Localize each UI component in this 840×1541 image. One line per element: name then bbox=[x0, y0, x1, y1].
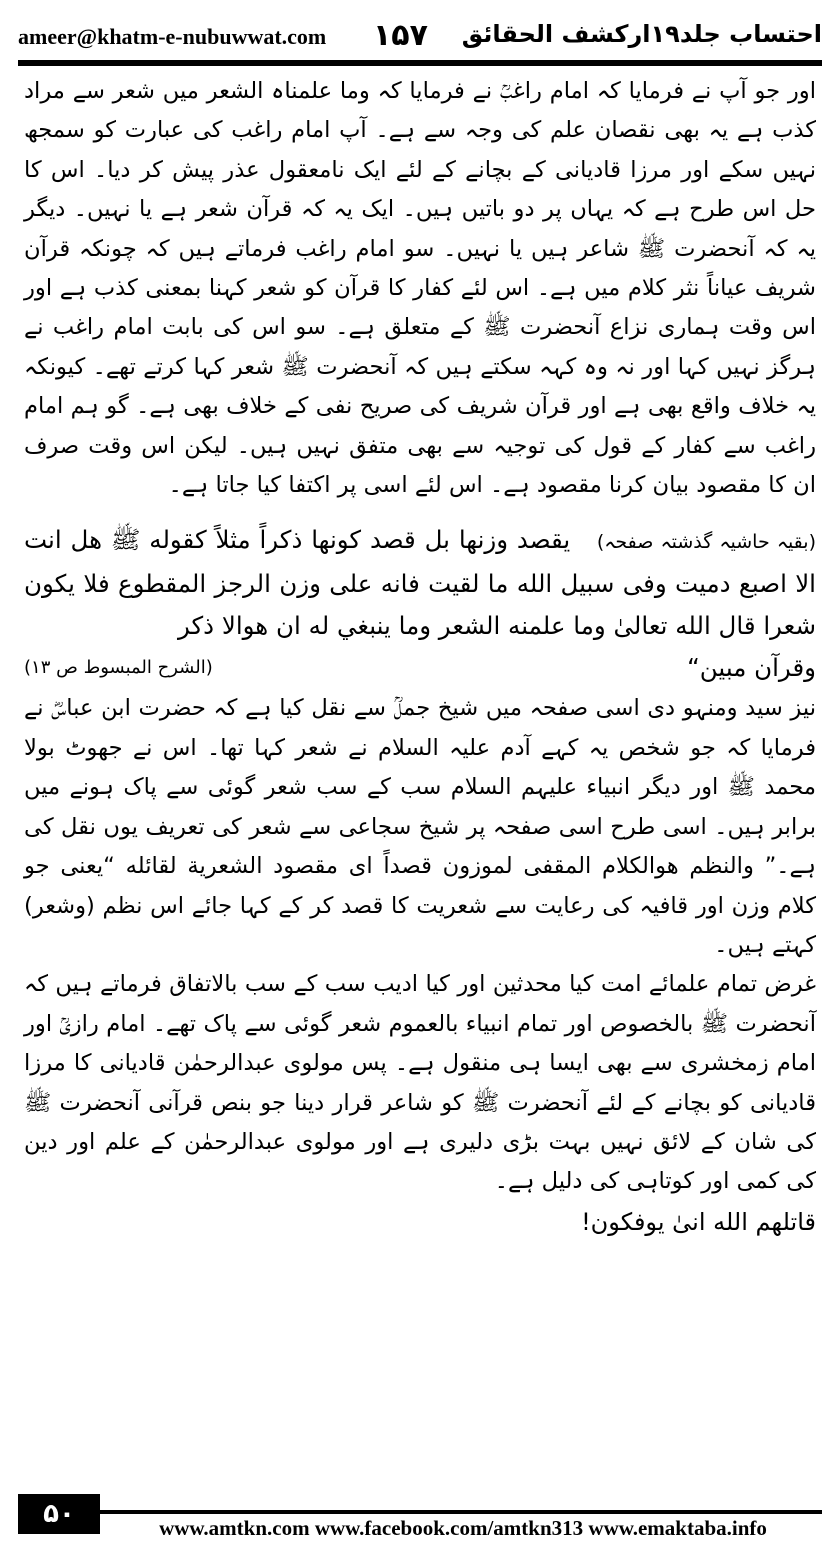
header-email[interactable]: ameer@khatm-e-nubuwwat.com bbox=[18, 24, 327, 49]
arabic-quote-end: وقرآن مبين“ bbox=[687, 653, 816, 683]
closing-line: قاتلهم الله انىٰ يوفكون! bbox=[581, 1207, 816, 1236]
paragraph-2: نیز سید ومنہو دی اسی صفحہ میں شیخ جملؒ سے نقل کیا ہے کہ حضرت ابن عباسؓ نے فرمایا کہ جو شخص یہ کہے آدم علیہ السلام نے شعر کہا تھا۔ اس نے جھوٹ بولا محمد ﷺ اور دیگر انبیاء علیہم السلام سب کے سب شعر گوئی سے پاک ہونے میں برابر ہیں۔ اسی طرح اسی صفحہ پر شیخ سجاعی سے شعر کی تعریف یوں نقل کی ہے۔” والنظم هوالكلام المقفى لموزون قصداً اى مقصود الشعرية لقائله “یعنی جو کلام وزن اور قافیہ کی رعایت سے شعریت کا قصد کر کے کہا جائے اس نظم (وشعر) کہتے ہیں۔ bbox=[24, 695, 816, 958]
paragraph-3: غرض تمام علمائے امت کیا محدثین اور کیا ادیب سب کے سب بالاتفاق فرماتے ہیں کہ آنحضرت ﷺ بالخصوص اور تمام انبیاء بالعموم شعر گوئی سے پاک تھے۔ امام رازیؒ اور امام زمخشری سے بھی ایسا ہی منقول ہے۔ پس مولوی عبدالرحمٰن قادیانی کا مرزا قادیانی کو بچانے کے لئے آنحضرت ﷺ کو شاعر قرار دینا جو بنص قرآنی آنحضرت ﷺ کی شان کے لائق نہیں بہت بڑی دلیری ہے اور مولوی عبدالرحمٰن کے علم اور دین کی کمی اور کوتاہی کی دلیل ہے۔ bbox=[24, 971, 816, 1195]
footer-rule bbox=[100, 1510, 822, 1514]
page-header bbox=[18, 16, 822, 60]
page-footer bbox=[0, 1488, 840, 1540]
continued-note-label: (بقیہ حاشیہ گذشتہ صفحہ) bbox=[596, 531, 816, 554]
header-book-title: احتساب جلد۱۹ارکشف الحقائق bbox=[461, 20, 822, 48]
quote-end-line bbox=[24, 647, 816, 689]
arabic-quote bbox=[24, 519, 816, 647]
footer-page-number: ۵۰ bbox=[18, 1494, 100, 1534]
footer-links[interactable]: www.amtkn.com www.facebook.com/amtkn313 www.emaktaba.info bbox=[159, 1516, 767, 1540]
paragraph-1: اور جو آپ نے فرمایا کہ امام راغبؒ نے فرمایا کہ وما علمناہ الشعر میں شعر سے مراد کذب ہے یہ بھی نقصان علم کی وجہ سے ہے۔ آپ امام راغب کی عبارت کو سمجھ نہیں سکے اور مرزا قادیانی کے بچانے کے لئے ایک نامعقول عذر پیش کر دیا۔ اس کا حل اس طرح ہے کہ یہاں پر دو باتیں ہیں۔ ایک یہ کہ قرآن شعر ہے یا نہیں۔ دیگر یہ کہ آنحضرت ﷺ شاعر ہیں یا نہیں۔ سو امام راغب فرماتے ہیں کہ چونکہ قرآن شریف عیاناً نثر کلام میں ہے۔ اس لئے کفار کا قرآن کو شعر کہنا بمعنی کذب ہے اور اس وقت ہماری نزاع آنحضرت ﷺ کے متعلق ہے۔ سو اس کی بابت امام راغب نے ہرگز نہیں کہا اور نہ وہ کہہ سکتے ہیں کہ آنحضرت ﷺ شعر کہا کرتے تھے۔ کیونکہ یہ خلاف واقع بھی ہے اور قرآن شریف کی صریح نفی کے خلاف بھی ہے۔ گو ہم امام راغب سے کفار کے قول کی توجیہ سے بھی متفق نہیں ہیں۔ لیکن اس وقت صرف ان کا مقصود بیان کرنا مقصود ہے۔ اس لئے اسی پر اکتفا کیا جاتا ہے۔ bbox=[24, 78, 816, 499]
arabic-quote-text: یقصد وزنها بل قصد كونها ذكراً مثلاً كقوله ﷺ هل انت الا اصبع دميت وفی سبيل الله ما لقيت فانه على وزن الرجز المقطوع فلا يكون شعرا قال الله تعالىٰ وما علمنه الشعر وما ينبغي له ان هوالا ذكر bbox=[24, 525, 816, 641]
header-page-number: ۱۵۷ bbox=[373, 18, 428, 53]
page-body bbox=[24, 72, 816, 1242]
citation: (الشرح المبسوط ص ۱۳) bbox=[24, 657, 213, 679]
header-rule bbox=[18, 60, 822, 66]
